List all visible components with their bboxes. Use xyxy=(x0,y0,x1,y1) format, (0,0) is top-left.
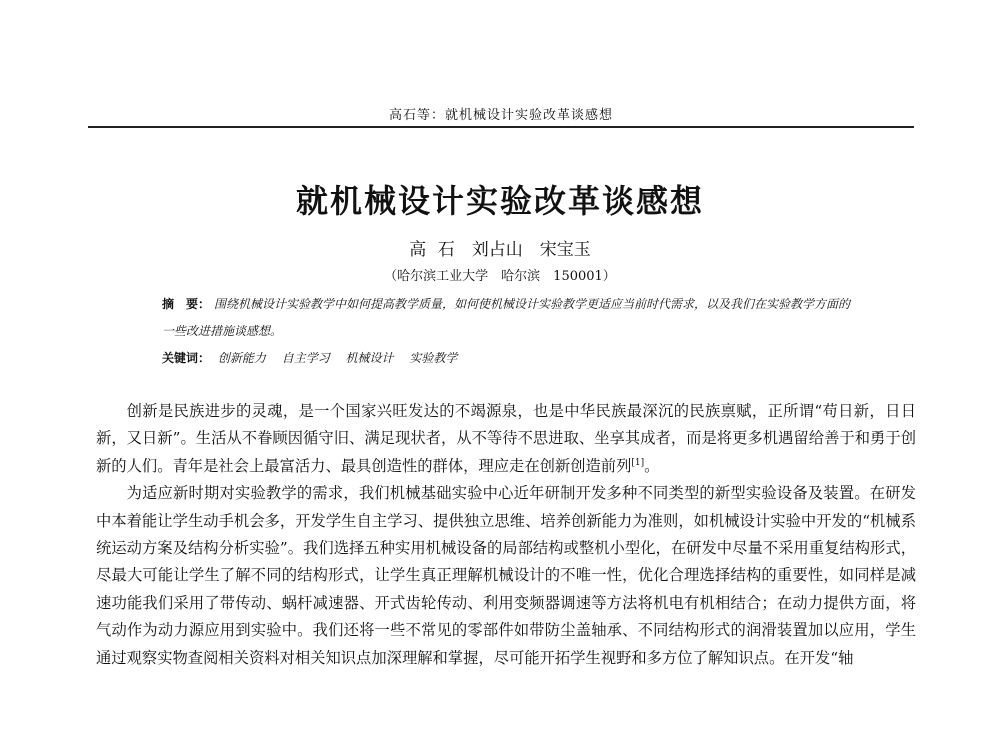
paragraph-1 xyxy=(96,398,916,480)
keyword: 实验教学 xyxy=(409,351,458,365)
keywords xyxy=(162,345,862,372)
authors: 高 石 刘占山 宋宝玉 xyxy=(409,240,591,260)
keywords-label: 关键词： xyxy=(162,351,211,365)
abstract-label: 摘 要： xyxy=(162,297,211,311)
header-rule xyxy=(88,126,914,128)
paragraph-2: 为适应新时期对实验教学的需求，我们机械基础实验中心近年研制开发多种不同类型的新型实验设备及装置。在研发中本着能让学生动手机会多，开发学生自主学习、提供独立思维、培养创新能力为准则，如机械设计实验中开发的“机械系统运动方案及结构分析实验”。我们选择五种实用机械设备的局部结构或整机小型化，在研发中尽量不采用重复结构形式，尽最大可能让学生了解不同的结构形式，让学生真正理解机械设计的不唯一性，优化合理选择结构的重要性，如同样是减速功能我们采用了带传动、蜗杆减速器、开式齿轮传动、利用变频器调速等方法将机电有机相结合；在动力提供方面，将气动作为动力源应用到实验中。我们还将一些不常见的零部件如带防尘盖轴承、不同结构形式的润滑装置加以应用，学生通过观察实物查阅相关资料对相关知识点加深理解和掌握，尽可能开拓学生视野和多方位了解知识点。在开发“轴 xyxy=(96,484,916,667)
citation-ref: [1] xyxy=(631,457,645,468)
abstract-block xyxy=(162,291,862,372)
running-header: 高石等：就机械设计实验改革谈感想 xyxy=(388,108,613,123)
paragraph-1-end: 。 xyxy=(644,456,660,475)
body-text xyxy=(96,398,916,672)
paragraph-1-text: 创新是民族进步的灵魂，是一个国家兴旺发达的不竭源泉，也是中华民族最深沉的民族禀赋，正所谓“苟日新，日日新，又日新”。生活从不眷顾因循守旧、满足现状者，从不等待不思进取、坐享其成者，而是将更多机遇留给善于和勇于创新的人们。青年是社会上最富活力、最具创造性的群体，理应走在创新创造前列 xyxy=(96,402,916,475)
paper-title: 就机械设计实验改革谈感想 xyxy=(295,182,704,220)
keyword: 创新能力 xyxy=(217,351,266,365)
abstract-text: 围绕机械设计实验教学中如何提高教学质量，如何使机械设计实验教学更适应当前时代需求，以及我们在实验教学方面的一些改进措施谈感想。 xyxy=(162,297,851,338)
abstract xyxy=(162,291,862,345)
keyword: 自主学习 xyxy=(281,351,330,365)
keyword: 机械设计 xyxy=(345,351,394,365)
affiliation: （哈尔滨工业大学 哈尔滨 150001） xyxy=(384,269,616,284)
